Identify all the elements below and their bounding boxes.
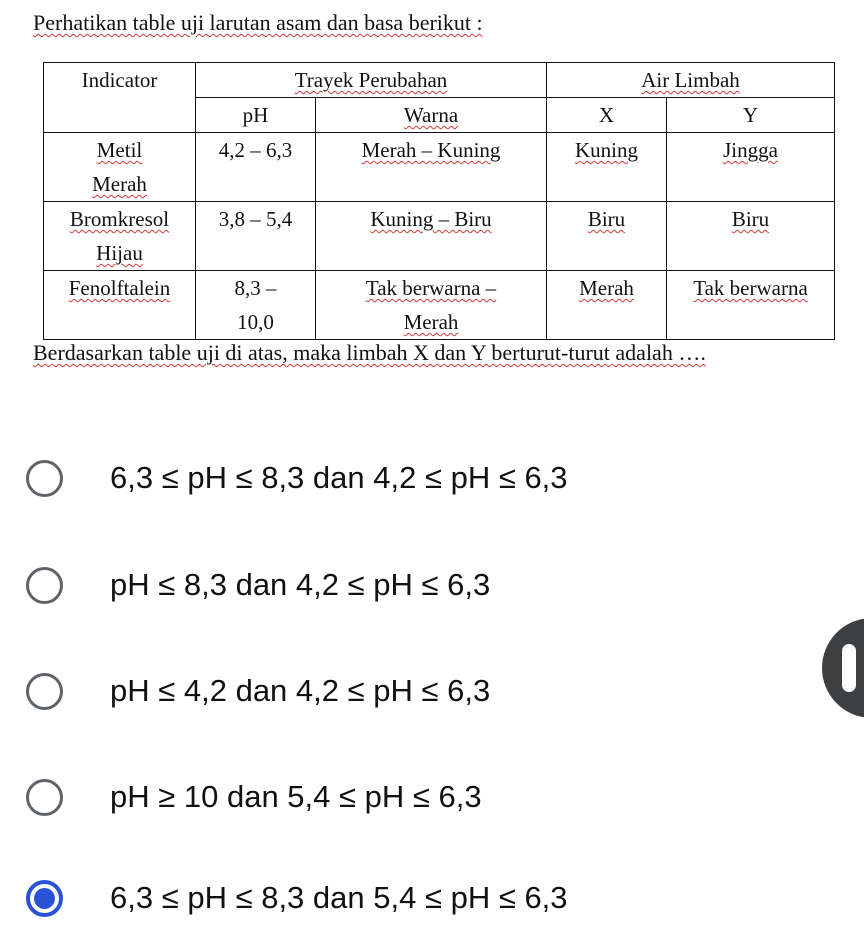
- cell-ph: 3,8 – 5,4: [196, 202, 316, 271]
- question-text: Berdasarkan table uji di atas, maka limbah X dan Y berturut-turut adalah ….: [33, 340, 706, 365]
- table-row: [44, 133, 835, 202]
- option-label: pH ≥ 10 dan 5,4 ≤ pH ≤ 6,3: [110, 779, 482, 814]
- widget-bar-icon: [842, 644, 856, 692]
- radio-selected-icon[interactable]: [26, 880, 63, 917]
- cell-indicator: Fenolftalein: [44, 271, 196, 340]
- answer-option[interactable]: [26, 563, 490, 607]
- answer-option[interactable]: [26, 775, 482, 819]
- cell-indicator: Metil Merah: [44, 133, 196, 202]
- answer-option[interactable]: [26, 876, 568, 920]
- radio-unselected-icon[interactable]: [26, 460, 63, 497]
- answer-option[interactable]: [26, 456, 568, 500]
- cell-ph: 8,3 – 10,0: [196, 271, 316, 340]
- answer-option[interactable]: [26, 669, 490, 713]
- indicator-table: [43, 62, 835, 340]
- cell-y: Tak berwarna: [667, 271, 835, 340]
- option-label: pH ≤ 8,3 dan 4,2 ≤ pH ≤ 6,3: [110, 567, 491, 602]
- header-warna: Warna: [316, 98, 547, 133]
- option-label: 6,3 ≤ pH ≤ 8,3 dan 4,2 ≤ pH ≤ 6,3: [110, 460, 568, 495]
- cell-y: Biru: [667, 202, 835, 271]
- cell-y: Jingga: [667, 133, 835, 202]
- cell-x: Biru: [547, 202, 667, 271]
- header-ph: pH: [196, 98, 316, 133]
- radio-dot-icon: [34, 888, 55, 909]
- header-trayek: Trayek Perubahan: [196, 63, 547, 98]
- intro-text: Perhatikan table uji larutan asam dan basa berikut :: [33, 10, 483, 35]
- cell-warna: Tak berwarna – Merah: [316, 271, 547, 340]
- header-indicator: Indicator: [44, 63, 196, 133]
- cell-x: Merah: [547, 271, 667, 340]
- cell-warna: Merah – Kuning: [316, 133, 547, 202]
- radio-unselected-icon[interactable]: [26, 673, 63, 710]
- header-x: X: [547, 98, 667, 133]
- option-label: 6,3 ≤ pH ≤ 8,3 dan 5,4 ≤ pH ≤ 6,3: [110, 880, 568, 915]
- radio-unselected-icon[interactable]: [26, 567, 63, 604]
- floating-widget[interactable]: [822, 618, 864, 718]
- option-label: pH ≤ 4,2 dan 4,2 ≤ pH ≤ 6,3: [110, 673, 491, 708]
- cell-x: Kuning: [547, 133, 667, 202]
- table-row: [44, 271, 835, 340]
- header-y: Y: [667, 98, 835, 133]
- radio-unselected-icon[interactable]: [26, 779, 63, 816]
- cell-warna: Kuning – Biru: [316, 202, 547, 271]
- table-header-row: [44, 63, 835, 98]
- cell-indicator: Bromkresol Hijau: [44, 202, 196, 271]
- header-air-limbah: Air Limbah: [547, 63, 835, 98]
- cell-ph: 4,2 – 6,3: [196, 133, 316, 202]
- table-row: [44, 202, 835, 271]
